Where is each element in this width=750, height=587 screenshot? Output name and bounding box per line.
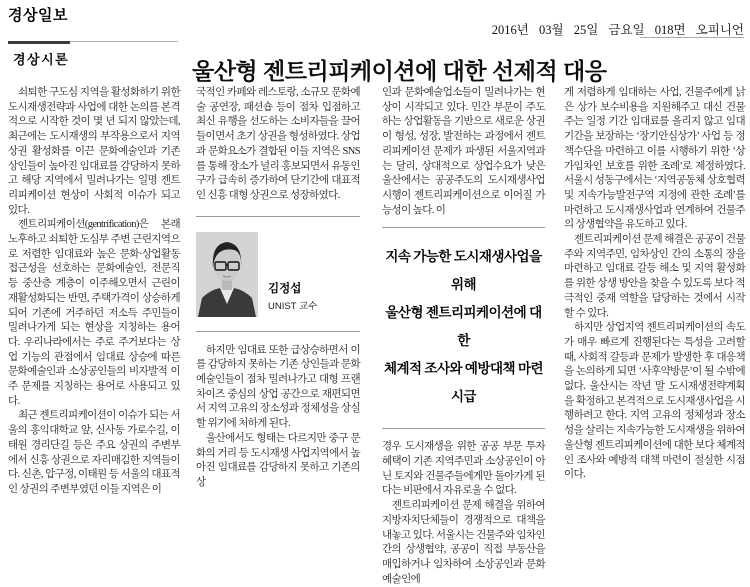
article-column-3 bbox=[382, 86, 545, 585]
body-paragraph: 경우 도시재생을 위한 공공 부문 투자 혜택이 기존 지역주민과 소상공인이 아닌 토지와 건물주들에게만 돌아가게 된다는 비판에서 자유로울 수 없다. bbox=[382, 441, 545, 497]
columnist-portrait-photo bbox=[196, 232, 258, 317]
body-paragraph: 울산에서도 형태는 다르지만 중구 문화의 거리 등 도시재생 사업지역에서 높아진 임대료를 감당하지 못하고 기존의 상 bbox=[196, 432, 360, 488]
body-paragraph: 인과 문화예술업소들이 밀려나가는 현상이 시작되고 있다. 민간 부문이 주도하는 상업활동을 기반으로 새로운 상권이 형성, 성장, 발전하는 과정에서 젠트리피케이션 문제가 파생된 서울지역과는 달리, 상대적으로 상업수요가 낮은 울산에서는 공공주도의 도시재생사업 시행이 젠트리피케이션으로 이어질 가능성이 높다. 이 bbox=[382, 87, 545, 216]
photo-caption-title: UNIST 교수 bbox=[268, 300, 318, 312]
pull-quote-line: 지속 가능한 도시재생사업을 위해 bbox=[385, 249, 542, 293]
body-paragraph: 하지만 상업지역 젠트리피케이션의 속도가 매우 빠르게 진행된다는 특성을 고려할 때, 사회적 갈등과 문제가 발생한 후 대응책을 논의하게 되면 ‘사후약방문’이 될 수밖에 없다. 울산시는 작년 말 도시재생전략계획을 확정하고 본격적으로 도시재생사업을 시행하려고 한다. 지역 고유의 정체성과 장소성을 살리는 지속가능한 도시재생을 위하여 울산형 젠트리피케이션에 대한 보다 체계적인 조사와 예방적 대책 마련이 절실한 시점이다. bbox=[564, 322, 745, 481]
article-column-1 bbox=[8, 86, 180, 500]
dateline: 2016년 03월 25일 금요일 018면 오피니언 bbox=[491, 23, 744, 37]
article-column-2 bbox=[196, 86, 360, 500]
body-paragraph: 게 저렴하게 임대하는 사업, 건물주에게 낡은 상가 보수비용을 지원해주고 대신 건물주는 일정 기간 임대료를 올리지 않고 임대기간을 보장하는 ‘장기안심상가’ 사업 등 정책수단을 마련하고 이를 시행하기 위한 ‘상가임차인 보호를 위한 조례’로 제정하였다. 서울시 성동구에서는 ‘지역공동체 상호협력 및 지속가능발전구역 지정에 관한 조례’를 마련하고 도시재생사업과 연계하여 건물주의 상생협약을 유도하고 있다. bbox=[564, 87, 745, 231]
body-paragraph: 쇠퇴한 구도심 지역을 활성화하기 위한 도시재생전략과 사업에 대한 논의를 본격적으로 시작한 것이 몇 년 되지 않았는데, 최근에는 도시재생의 부작용으로서 지역 상권 활성화를 이끈 문화예술인과 기존 상인들이 높아진 임대료를 감당하지 못하고 해당 지역에서 밀려나가는 일명 젠트리피케이션 현상이 사회적 이슈가 되고 있다. bbox=[8, 87, 180, 216]
body-paragraph: 최근 젠트리피케이션이 이슈가 되는 서울의 홍익대학교 앞, 신사동 가로수길, 이태원 경리단길 등은 주요 상권의 주변부에서 신흥 상권으로 자리매김한 지역들이다. 신촌, 압구정, 이태원 등 서울의 대표적인 상권의 주변부였던 이들 지역은 이 bbox=[8, 410, 180, 495]
newspaper-masthead: 경상일보 bbox=[8, 7, 68, 24]
columnist-photo-figure bbox=[196, 216, 360, 332]
pull-quote bbox=[382, 227, 545, 429]
photo-caption bbox=[268, 282, 317, 316]
section-bar-dark-segment bbox=[8, 41, 70, 44]
article-headline: 울산형 젠트리피케이션에 대한 선제적 대응 bbox=[192, 58, 607, 85]
article-column-4 bbox=[564, 86, 745, 500]
dateline-rule bbox=[640, 37, 744, 38]
section-label: 경상시론 bbox=[13, 52, 70, 67]
section-bar-light-segment bbox=[70, 41, 178, 42]
body-paragraph: 하지만 임대료 또한 급상승하면서 이를 감당하지 못하는 기존 상인들과 문화예술인들이 점차 밀려나가고 대형 프랜차이즈 중심의 상업 공간으로 재편되면서 지역 고유의 장소성과 정체성을 상실할 위기에 처하게 된다. bbox=[196, 344, 360, 430]
body-paragraph: 젠트리피케이션(gentrification)은 본래 노후하고 쇠퇴한 도심부 주변 근린지역으로 저렴한 임대료와 높은 문화·상업활동 접근성을 선호하는 문화예술인, 전문직 등 중산층 계층이 이주해오면서 근린이 재활성화되는 반면, 주택가격이 상승하게 되어 기존에 거주하던 저소득 주민들이 밀려나가게 되는 현상을 지칭하는 용어다. 우리나라에서는 주로 주거보다는 상업 기능의 관점에서 임대료 상승에 따른 문화예술인과 소상공인들의 비자발적 이주 문제를 지칭하는 용어로 사용되고 있다. bbox=[8, 219, 180, 407]
pull-quote-line: 울산형 젠트리피케이션에 대한 bbox=[385, 305, 542, 349]
pull-quote-line: 체계적 조사와 예방대책 마련 시급 bbox=[383, 361, 544, 405]
body-paragraph: 국적인 카페와 레스토랑, 소규모 문화예술 공연장, 패션숍 등이 점차 입점하고 최신 유행을 선도하는 소비자들을 끌어들이면서 초기 상권을 형성하였다. 상업과 문화요소가 결합된 이들 지역은 SNS를 통해 장소가 널리 홍보되면서 유동인구가 급속히 증가하여 단기간에 대표적인 신흥 대형 상권으로 성장하였다. bbox=[196, 87, 360, 201]
photo-caption-name: 김정섭 bbox=[268, 283, 302, 296]
body-paragraph: 젠트리피케이션 문제 해결은 공공이 건물주와 지역주민, 임차상인 간의 소통의 장을 마련하고 임대료 갈등 해소 및 지역 활성화를 위한 상생 방안을 찾을 수 있도록 보다 적극적인 중재 역할을 담당하는 것에서 시작할 수 있다. bbox=[564, 234, 745, 319]
body-paragraph: 젠트리피케이션 문제 해결을 위하여 지방자치단체들이 경쟁적으로 대책을 내놓고 있다. 서울시는 건물주와 임차인 간의 상생협약, 공공이 직접 부동산을 매입하거나 임차하여 소상공인과 문화예술인에 bbox=[382, 500, 545, 585]
section-bar bbox=[8, 41, 178, 44]
